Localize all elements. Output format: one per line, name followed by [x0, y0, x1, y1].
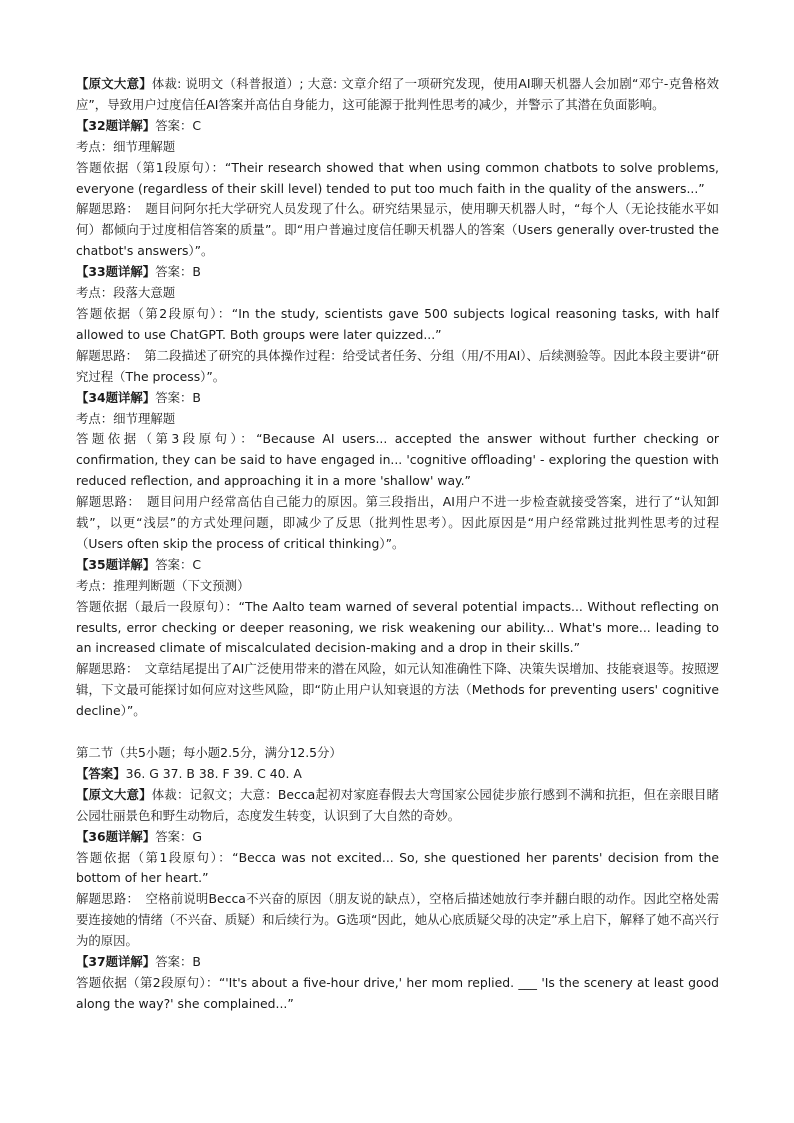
line-text: 答案：B	[155, 264, 201, 280]
text-line: 答题依据（第2段原句）：“'It's about a five-hour drive,' her mom replied. ___ 'Is the scenery at least good along the way?' she complained...”	[76, 974, 719, 1011]
line-text: 答案：C	[155, 556, 202, 572]
line-text: 体裁：记叙文；大意：Becca起初对家庭春假去大弯国家公园徒步旅行感到不满和抗拒，但在亲眼目睹公园壮丽景色和野生动物后，态度发生转变，认识到了大自然的奇妙。	[76, 786, 720, 823]
document-page	[76, 74, 719, 1015]
section-heading: 【36题详解】	[76, 828, 156, 844]
section-heading: 【32题详解】	[76, 117, 156, 133]
text-line	[76, 116, 719, 137]
text-line: 答题依据（第2段原句）：“In the study, scientists gave 500 subjects logical reasoning tasks, with half allowed to use ChatGPT. Both groups were later quizzed...”	[76, 305, 719, 342]
section-heading: 【原文大意】	[76, 76, 152, 91]
text-line	[76, 555, 719, 576]
line-text: 答案：G	[155, 828, 202, 844]
text-line	[76, 74, 719, 116]
text-line	[76, 388, 719, 409]
text-line: 第二节（共5小题；每小题2.5分，满分12.5分）	[76, 744, 342, 760]
text-line: 考点：细节理解题	[76, 410, 176, 426]
line-text: 答案：B	[155, 389, 201, 405]
text-line	[76, 785, 719, 827]
section-heading: 【37题详解】	[76, 954, 156, 970]
text-line: 答题依据（第1段原句）：“Their research showed that when using common chatbots to solve problems, everyone (regardless of their skill level) tended to put too much faith in the quality of the answers...”	[76, 159, 719, 196]
blank-line	[76, 722, 719, 743]
section-heading: 【答案】	[76, 765, 126, 781]
text-line: 解题思路： 空格前说明Becca不兴奋的原因（朋友说的缺点），空格后描述她放行李并翻白眼的动作。因此空格处需要连接她的情绪（不兴奋、质疑）和后续行为。G选项“因此，她从心底质疑父母的决定”承上启下，解释了她不高兴行为的原因。	[76, 891, 719, 949]
text-line: 答题依据（最后一段原句）：“The Aalto team warned of several potential impacts... Without reflecting on results, error checking or deeper reasoning, we risk weakening our ability... What's more... leading to an increased climate of miscalculated decision-making and a drop in their skills.”	[76, 598, 719, 656]
text-line	[76, 827, 719, 848]
text-line: 答题依据（第1段原句）：“Becca was not excited... So, she questioned her parents' decision from the bottom of her heart.”	[76, 849, 719, 886]
line-text: 答案：B	[155, 954, 201, 970]
text-line: 解题思路： 题目问用户经常高估自己能力的原因。第三段指出，AI用户不进一步检查就接受答案，进行了“认知卸载”，以更“浅层”的方式处理问题，即减少了反思（批判性思考）。因此原因是“用户经常跳过批判性思考的过程（Users often skip the process of critical thinking）”。	[76, 494, 719, 551]
line-text: 36. G 37. B 38. F 39. C 40. A	[125, 765, 302, 781]
section-heading: 【33题详解】	[76, 264, 156, 280]
line-text: 体裁: 说明文（科普报道）; 大意: 文章介绍了一项研究发现，使用AI聊天机器人会加剧“邓宁-克鲁格效应”，导致用户过度信任AI答案并高估自身能力，这可能源于批判性思考的减少，并警示了其潜在负面影响。	[76, 76, 719, 112]
text-line	[76, 262, 719, 283]
text-line: 解题思路： 第二段描述了研究的具体操作过程：给受试者任务、分组（用/不用AI）、后续测验等。因此本段主要讲“研究过程（The process）”。	[76, 347, 719, 384]
text-line: 考点：段落大意题	[76, 285, 176, 301]
section-heading: 【34题详解】	[76, 389, 156, 405]
text-line: 解题思路： 题目问阿尔托大学研究人员发现了什么。研究结果显示，使用聊天机器人时，“每个人（无论技能水平如何）都倾向于过度相信答案的质量”。即“用户普遍过度信任聊天机器人的答案（Users generally over-trusted the chatbot's answers）”。	[76, 201, 719, 259]
section-heading: 【35题详解】	[76, 556, 156, 572]
text-line	[76, 952, 719, 973]
section-heading: 【原文大意】	[76, 786, 152, 802]
text-line: 答题依据（第3段原句）：“Because AI users... accepted the answer without further checking or confirmation, they can be said to have engaged in... 'cognitive offloading' - exploring the question with reduced reflection, and approaching it in a more 'shallow' way.”	[76, 431, 719, 489]
text-line: 考点：细节理解题	[76, 138, 176, 154]
text-line	[76, 764, 719, 785]
text-line: 解题思路： 文章结尾提出了AI广泛使用带来的潜在风险，如元认知准确性下降、决策失误增加、技能衰退等。按照逻辑，下文最可能探讨如何应对这些风险，即“防止用户认知衰退的方法（Methods for preventing users' cognitive decline）”。	[76, 661, 719, 719]
text-line: 考点：推理判断题（下文预测）	[76, 577, 250, 593]
line-text: 答案：C	[155, 117, 202, 133]
